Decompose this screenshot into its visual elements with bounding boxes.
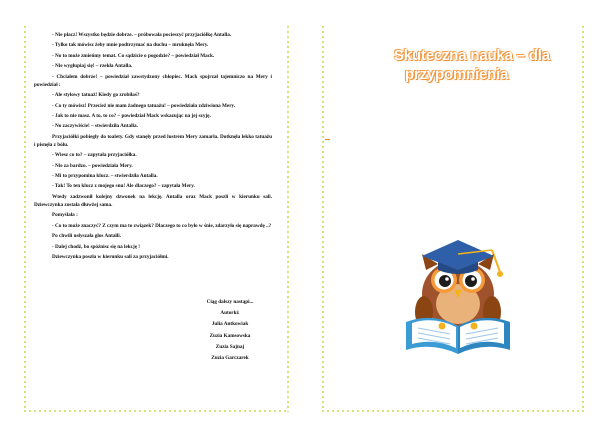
story-paragraph: - Wiesz co to? – zapytała przyjaciółka. (52, 152, 137, 159)
story-paragraph: - Co ty mówisz! Przecież nie mam żadnego tatuażu! – powiedziała zdziwiona Mery. (52, 102, 236, 109)
story-paragraph: - No zaczywiście! – stwierdziła Antalla. (52, 123, 138, 130)
story-paragraph: - Chciałem dobrze! – powiedział zawstydzony chłopiec. Mack spojrzał tajemniczo na Mery i powiedział : (34, 73, 272, 88)
story-paragraph: - Nie wygłupiaj się! – rzekła Antalla. (52, 63, 133, 70)
story-paragraph: - Tak! To ten klucz z mojego snu! Ale dlaczego? – zapytała Mery. (52, 183, 195, 190)
title-line-1: Skuteczna nauka – dla (394, 47, 550, 64)
left-page-bottom-border (24, 410, 289, 412)
story-paragraph: - Nie płacz! Wszystko będzie dobrze. – próbowała pocieszyć przyjaciółkę Antalla. (52, 32, 232, 38)
continued-note: Ciąg dalszy nastąpi... (206, 299, 254, 305)
story-paragraph: - Mi to przypomina klucz. – stwierdziła Antalla. (52, 173, 158, 179)
story-paragraph: - Nie za bardzo. – powiedziała Mery. (52, 162, 133, 169)
author-name: Zuzia Kamsowska (209, 332, 251, 339)
story-paragraph: Wtedy zadzwonił kolejny dzwonek na lekcję. Antalla oraz Mack poszli w kierunku sali. Dziewczynka została dłuwżej sama. (34, 193, 272, 208)
credits-block (180, 297, 280, 364)
author-name: Zuzia Garczarek (211, 355, 249, 362)
right-page-right-border (582, 26, 584, 412)
left-page-right-border (287, 26, 289, 412)
story-paragraph: Po chwili usłyszała głos Antalli. (52, 233, 122, 240)
owl-book-icon (396, 226, 526, 358)
right-page-bottom-border (322, 410, 584, 412)
story-paragraph: - Tylko tak mówisz żeby mnie podtrzymać na duchu – mruknęła Mery. (52, 42, 209, 49)
story-paragraph: - Dalej chodź, bo spóźnisz się na lekcję ! (52, 243, 141, 250)
story-paragraph: Dziewczynka poszła w kierunku sali za przyjaciółmi. (52, 253, 169, 260)
right-page-left-border (322, 26, 324, 412)
story-paragraph: - Co to może znaczyć? Z czym ma to związek? Dlaczego to co było w śnie, zdarzyło się naprawdę ..? (52, 222, 272, 229)
title-line-2: przypomnienia (405, 66, 509, 83)
story-paragraph: - Ale stylowy tatuaż! Kiedy go zrobiłaś? (52, 92, 140, 99)
story-paragraph: - No to może zmieńmy temat. Co sądzicie o pogodzie? – powiedział Mack. (52, 52, 215, 59)
story-paragraph: Przyjaciółki pobiegły do toalety. Gdy stanęły przed lustrem Mery zamarła. Dotknęła lekko tatuażu i pisnęła z bólu. (34, 133, 272, 148)
story-paragraph: - Jak to nie masz. A to, to co? – powiedział Mack wskazując na jej szyję. (52, 112, 211, 119)
author-name: Zuzia Sajnaj (215, 343, 245, 350)
story-text (34, 32, 272, 264)
left-page-left-border (24, 26, 26, 412)
small-dash (325, 139, 330, 140)
story-paragraph: Pomyślała : (52, 212, 78, 219)
author-name: Julia Antkowiak (211, 321, 249, 328)
page-title (372, 46, 572, 84)
authors-label: Autorki: (220, 310, 240, 317)
